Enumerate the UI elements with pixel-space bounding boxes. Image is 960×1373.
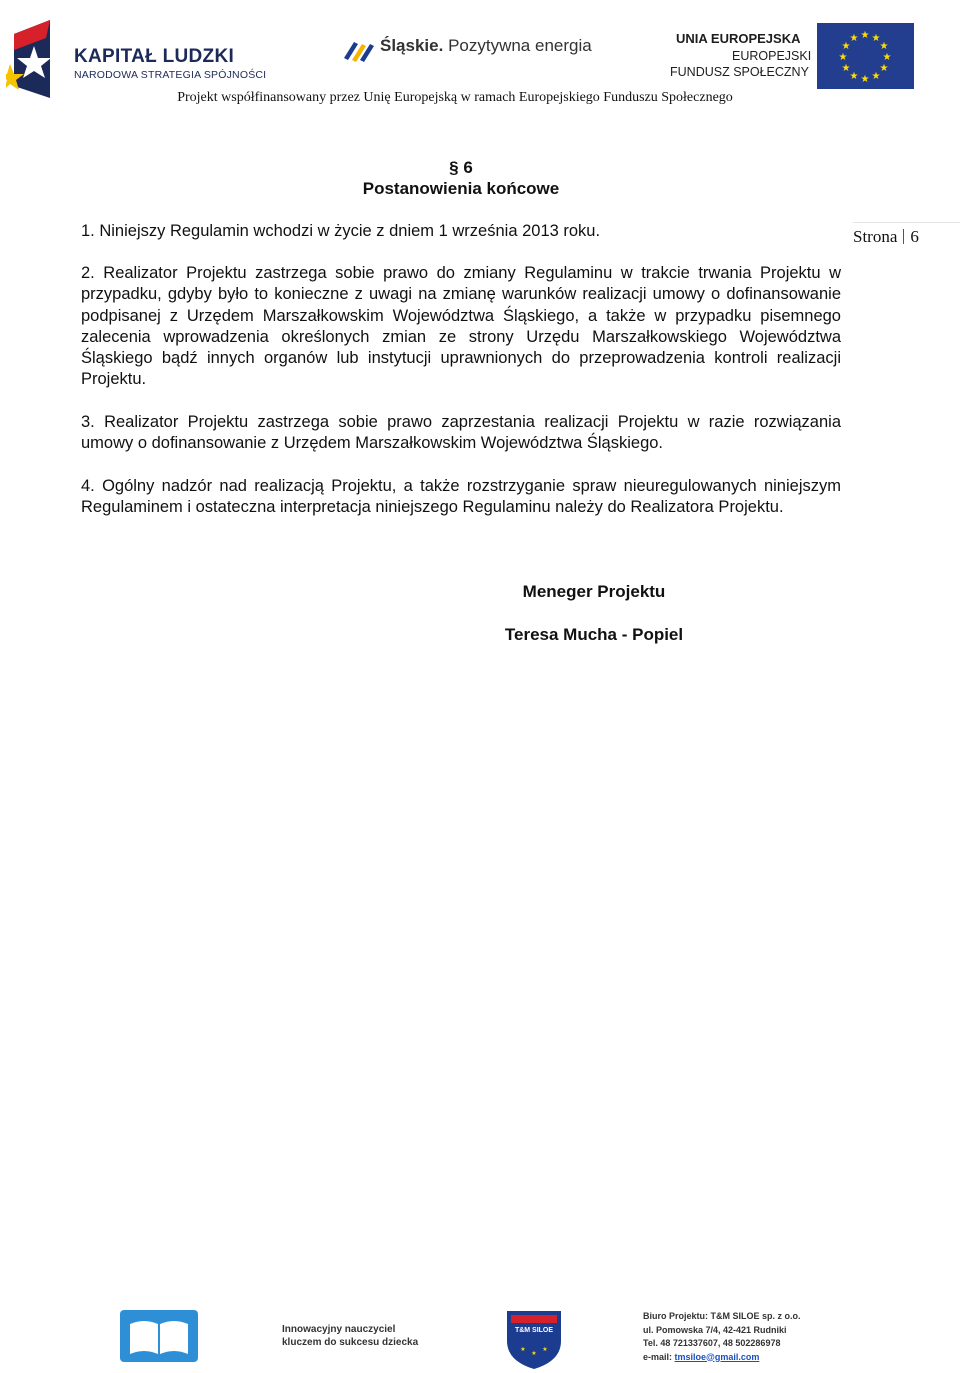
svg-text:★: ★ xyxy=(871,33,881,44)
footer-office-line-3: Tel. 48 721337607, 48 502286978 xyxy=(643,1338,781,1348)
tm-siloe-shield-icon xyxy=(503,1305,565,1371)
kapital-ludzki-subtitle: NARODOWA STRATEGIA SPÓJNOŚCI xyxy=(74,69,267,81)
tm-siloe-shield-label: T&M SILOE xyxy=(514,1327,554,1334)
footer-office-line-1: Biuro Projektu: T&M SILOE sp. z o.o. xyxy=(643,1311,801,1321)
svg-text:★: ★ xyxy=(860,30,870,41)
eu-stars-icon xyxy=(817,23,914,89)
book-logo-icon xyxy=(120,1310,198,1367)
svg-text:★: ★ xyxy=(841,63,851,74)
footer-slogan-line-1: Innowacyjny nauczyciel xyxy=(282,1324,396,1335)
svg-text:★: ★ xyxy=(849,71,859,82)
kapital-ludzki-title: KAPITAŁ LUDZKI xyxy=(74,46,235,67)
paragraph-4: 4. Ogólny nadzór nad realizacją Projektu, a także rozstrzyganie spraw nieuregulowanych niniejszym Regulaminem i ostateczna interpretacja niniejszego Regulaminu należy do Realizatora Projektu. xyxy=(81,477,841,517)
footer-office-line-2: ul. Pomowska 7/4, 42-421 Rudniki xyxy=(643,1324,787,1335)
svg-text:★: ★ xyxy=(520,1346,526,1353)
svg-text:★: ★ xyxy=(879,63,889,74)
svg-text:★: ★ xyxy=(871,71,881,82)
eu-line-1: UNIA EUROPEJSKA xyxy=(676,31,801,46)
paragraph-3: 3. Realizator Projektu zastrzega sobie prawo zaprzestania realizacji Projektu w razie rozwiązania umowy o dofinansowanie z Urzędem Marszałkowskim Województwa Śląskiego. xyxy=(81,413,841,453)
section-title: Postanowienia końcowe xyxy=(362,179,560,198)
eu-flag-icon xyxy=(817,23,914,89)
section-number: § 6 xyxy=(449,158,473,177)
page-number-rule xyxy=(853,222,960,223)
paragraph-2: 2. Realizator Projektu zastrzega sobie prawo do zmiany Regulaminu w trakcie trwania Projektu w przypadku, gdyby było to konieczne z uwagi na zmianę warunków realizacji umowy o dofinansowanie podpisanej z Urzędem Marszałkowskim Województwa Śląskiego, a także w przypadku pisemnego zalecenia wprowadzenia określonych zmian ze strony Urzędu Marszałkowskiego Województwa Śląskiego bądź innych organów lub instytucji uprawnionych do przeprowadzenia kontroli realizacji Projektu. xyxy=(81,264,841,389)
svg-text:★: ★ xyxy=(860,74,870,85)
cofinance-note: Projekt współfinansowany przez Unię Europejską w ramach Europejskiego Funduszu Społecznego xyxy=(177,90,733,105)
footer-office-info xyxy=(643,1310,801,1364)
eu-line-2: EUROPEJSKI xyxy=(732,49,812,63)
footer-email-label: e-mail: xyxy=(643,1351,673,1362)
paragraph-1: 1. Niniejszy Regulamin wchodzi w życie z dniem 1 września 2013 roku. xyxy=(81,222,601,240)
page-number-value: 6 xyxy=(910,227,919,246)
svg-text:★: ★ xyxy=(838,52,848,63)
eu-logo xyxy=(660,22,920,92)
page-number-separator xyxy=(903,229,904,244)
svg-text:★: ★ xyxy=(542,1346,548,1353)
footer-office-email-row xyxy=(643,1351,801,1365)
footer-slogan-line-2: kluczem do sukcesu dziecka xyxy=(282,1337,419,1348)
eu-line-3: FUNDUSZ SPOŁECZNY xyxy=(670,65,809,79)
slaskie-logo xyxy=(340,34,610,68)
slaskie-name: Śląskie. xyxy=(380,36,444,55)
svg-text:★: ★ xyxy=(841,41,851,52)
signature-role: Meneger Projektu xyxy=(522,582,666,601)
svg-text:★: ★ xyxy=(849,33,859,44)
page-number-label: Strona xyxy=(853,227,898,246)
slaskie-stripes-icon xyxy=(340,36,376,64)
page-number xyxy=(853,227,919,247)
slaskie-tagline: Pozytywna energia xyxy=(448,36,592,55)
footer-slogan xyxy=(282,1323,418,1349)
svg-text:★: ★ xyxy=(879,41,889,52)
footer-email-link[interactable]: tmsiloe@gmail.com xyxy=(674,1351,760,1362)
svg-text:★: ★ xyxy=(531,1350,537,1357)
svg-text:★: ★ xyxy=(882,52,892,63)
signature-name: Teresa Mucha - Popiel xyxy=(504,625,684,644)
